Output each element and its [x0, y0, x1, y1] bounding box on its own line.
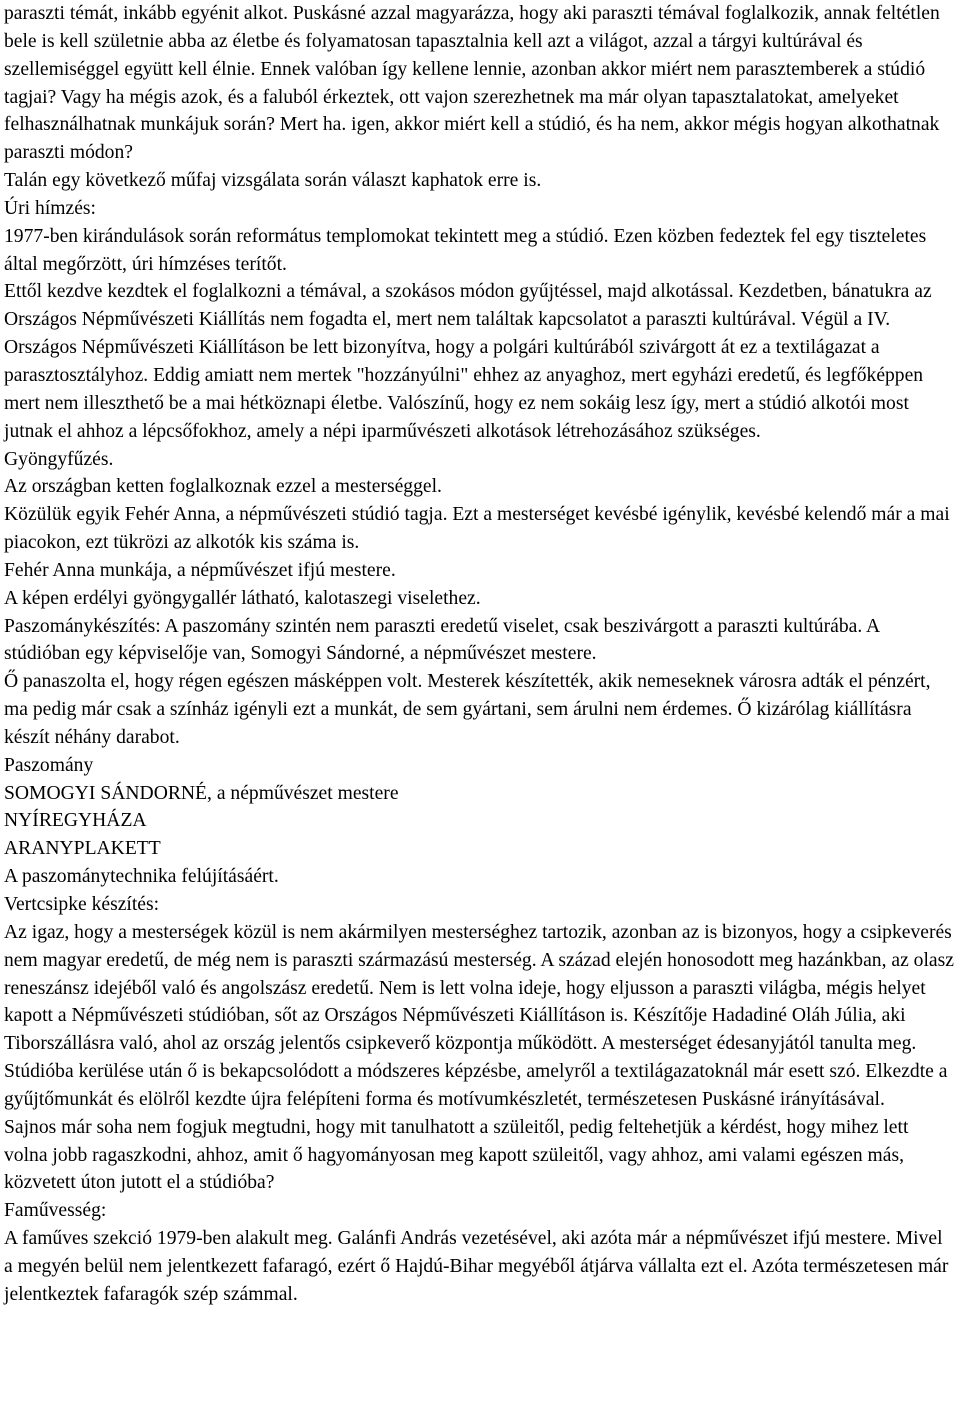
caption-title: Paszomány [4, 754, 94, 776]
paragraph: Ő panaszolta el, hogy régen egészen másképpen volt. Mesterek készítették, akik nemeseknek városra adták el pénzért, ma pedig már csak a színház igényli ezt a munkát, de sem gyártani, sem árulni nem érdemes. Ő kizárólag kiállításra készít néhány darabot. [4, 671, 931, 748]
paragraph: Közülük egyik Fehér Anna, a népművészeti stúdió tagja. Ezt a mesterséget kevésbé igénylik, kevésbé kelendő már a mai piacokon, ezt tükrözi az alkotók kis száma is. [4, 504, 950, 554]
paragraph: Sajnos már soha nem fogjuk megtudni, hogy mit tanulhatott a szüleitől, pedig feltehetjük a kérdést, hogy mihez lett volna jobb ragaszkodni, ahhoz, amit ő hagyományosan meg kapott szüleitől, vagy ahhoz, ami valami egészen más, közvetett úton jutott el a stúdióba? [4, 1116, 909, 1194]
paragraph: paraszti témát, inkább egyénit alkot. Puskásné azzal magyarázza, hogy aki paraszti témával foglalkozik, annak feltétlen bele is kell születnie abba az életbe és folyamatosan tapasztalnia kell azt a világot, azzal a tárgyi kultúrával és szellemiséggel együtt kell élnie. Ennek valóban így kellene lennie, azonban akkor miért nem parasztemberek a stúdió tagjai? Vagy ha mégis azok, és a faluból érkeztek, ott vajon szerezhetnek ma már olyan tapasztalatokat, amelyeket felhasználhatnak munkájuk során? Mert ha. igen, akkor miért kell a stúdió, és ha nem, akkor mégis hogyan alkothatnak paraszti módon? [4, 3, 940, 164]
paragraph: Ettől kezdve kezdtek el foglalkozni a témával, a szokásos módon gyűjtéssel, majd alkotással. Kezdetben, bánatukra az Országos Népművészeti Kiállítás nem fogadta el, mert nem találtak kapcsolatot a paraszti kultúrával. Végül a IV. Országos Népművészeti Kiállításon be lett bizonyítva, hogy a polgári kultúrából szivárgott át ez a textilágazat a parasztosztályhoz. Eddig amiatt nem mertek "hozzányúlni" ehhez az anyaghoz, mert egyházi eredetű, és legfőképpen mert nem illeszthető be a mai hétköznapi életbe. Valószínű, hogy ez nem sokáig lesz így, mert a stúdió alkotói most jutnak el ahhoz a lépcsőfokhoz, amely a népi iparművészeti alkotások létrehozásához szükséges. [4, 281, 932, 442]
caption-award: ARANYPLAKETT [4, 838, 161, 860]
paragraph: Paszománykészítés: A paszomány szintén nem paraszti eredetű viselet, csak beszivárgott a paraszti kultúrába. A stúdióban egy képviselője van, Somogyi Sándorné, a népművészet mestere. [4, 615, 880, 665]
caption-author: SOMOGYI SÁNDORNÉ, a népművészet mestere [4, 782, 399, 804]
image-caption: A képen erdélyi gyöngygallér látható, kalotaszegi viselethez. [4, 587, 481, 609]
paragraph: A faműves szekció 1979-ben alakult meg. Galánfi András vezetésével, aki azóta már a népművészet ifjú mestere. Mivel a megyén belül nem jelentkezett fafaragó, ezért ő Hajdú-Bihar megyéből átjárva vállalta ezt el. Azóta természetesen már jelentkeztek fafaragók szép számmal. [4, 1228, 949, 1305]
image-caption: Fehér Anna munkája, a népművészet ifjú mestere. [4, 559, 396, 581]
paragraph: Talán egy következő műfaj vizsgálata során választ kaphatok erre is. [4, 170, 542, 192]
paragraph: Az országban ketten foglalkoznak ezzel a mesterséggel. [4, 476, 442, 498]
section-heading: Úri hímzés: [4, 197, 96, 219]
caption-city: NYÍREGYHÁZA [4, 810, 147, 832]
paragraph: 1977-ben kirándulások során református templomokat tekintett meg a stúdió. Ezen közben fedeztek fel egy tiszteletes által megőrzött, úri hímzéses terítőt. [4, 225, 927, 275]
section-heading: Faművesség: [4, 1200, 107, 1222]
caption-reason: A paszománytechnika felújításáért. [4, 866, 279, 888]
section-heading: Vertcsipke készítés: [4, 894, 160, 915]
paragraph: Az igaz, hogy a mesterségek közül is nem akármilyen mesterséghez tartozik, azonban az is bizonyos, hogy a csipkeverés nem magyar eredetű, de még nem is paraszti származású mesterség. A század elején honosodott meg hazánkban, az olasz reneszánsz idejéből való és angolszász eredetű. Nem is lett volna ideje, hogy eljusson a paraszti világba, mégis helyet kapott a Népművészeti stúdióban, sőt az Országos Népművészeti Kiállításon is. Készítője Hadadiné Oláh Júlia, aki Tiborszállásra való, ahol az ország jelentős csipkeverő központja működött. A mesterséget édesanyjától tanulta meg. Stúdióba kerülése után ő is bekapcsolódott a módszeres képzésbe, amelyről a textilágazatoknál már esett szó. Elkezdte a gyűjtőmunkát és elölről kezdte újra felépíteni forma és motívumkészletét, természetesen Puskásné irányításával. [4, 921, 954, 1110]
section-heading: Gyöngyfűzés. [4, 448, 114, 470]
